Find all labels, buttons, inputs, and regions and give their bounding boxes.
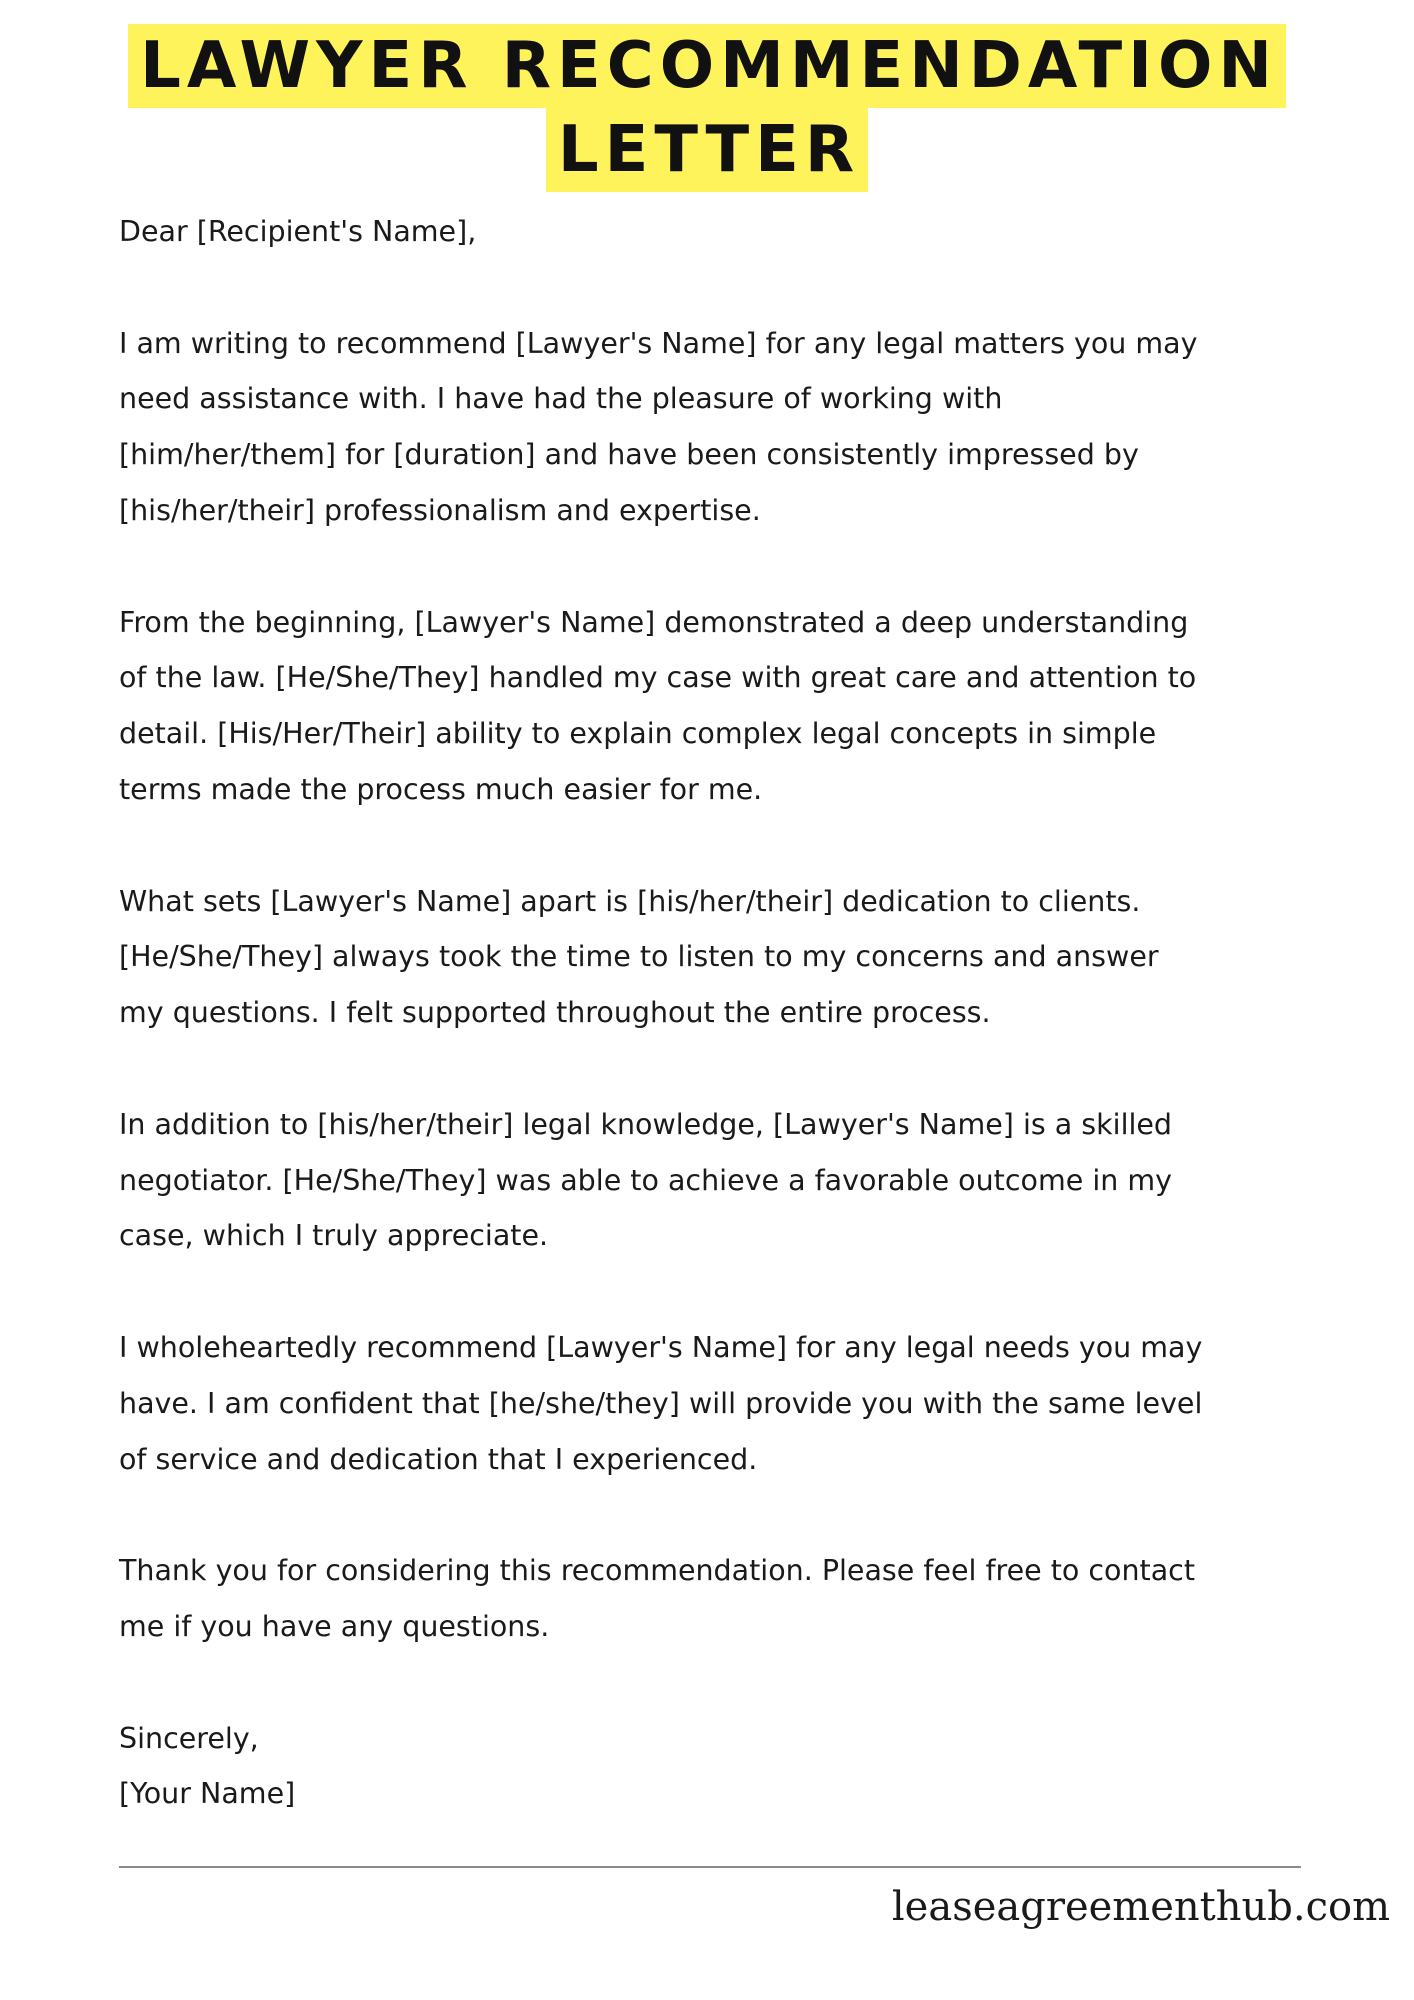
paragraph-line: I wholeheartedly recommend [Lawyer's Name] for any legal needs you may — [119, 1330, 1203, 1364]
paragraph-line: From the beginning, [Lawyer's Name] demonstrated a deep understanding — [119, 605, 1189, 639]
paragraph-line: In addition to [his/her/their] legal knowledge, [Lawyer's Name] is a skilled — [119, 1107, 1173, 1141]
paragraph-line: of service and dedication that I experienced. — [119, 1442, 758, 1476]
title-line-1: LAWYER RECOMMENDATION — [128, 24, 1286, 108]
letter-body — [119, 204, 1309, 1822]
paragraph-line: [He/She/They] always took the time to listen to my concerns and answer — [119, 940, 1159, 974]
paragraph-line: detail. [His/Her/Their] ability to explain complex legal concepts in simple — [119, 717, 1157, 751]
footer-divider — [119, 1866, 1301, 1868]
document-title — [0, 24, 1414, 192]
signature-placeholder: [Your Name] — [119, 1777, 296, 1811]
paragraph-line: my questions. I felt supported throughout the entire process. — [119, 996, 991, 1030]
paragraph-line: What sets [Lawyer's Name] apart is [his/her/their] dedication to clients. — [119, 884, 1141, 918]
paragraph-6 — [119, 1543, 1309, 1655]
footer-brand: leaseagreementhub.com — [891, 1884, 1390, 1930]
paragraph-2 — [119, 595, 1309, 818]
closing: Sincerely, — [119, 1721, 259, 1755]
paragraph-1 — [119, 316, 1309, 539]
paragraph-line: [him/her/them] for [duration] and have been consistently impressed by — [119, 438, 1139, 472]
paragraph-line: [his/her/their] professionalism and expertise. — [119, 493, 761, 527]
paragraph-line: case, which I truly appreciate. — [119, 1219, 549, 1253]
paragraph-line: me if you have any questions. — [119, 1609, 550, 1643]
title-line-2: LETTER — [546, 108, 868, 192]
paragraph-line: of the law. [He/She/They] handled my case with great care and attention to — [119, 661, 1197, 695]
paragraph-5 — [119, 1320, 1309, 1487]
paragraph-line: need assistance with. I have had the pleasure of working with — [119, 382, 1003, 416]
paragraph-line: have. I am confident that [he/she/they] will provide you with the same level — [119, 1386, 1203, 1420]
paragraph-4 — [119, 1097, 1309, 1264]
paragraph-line: I am writing to recommend [Lawyer's Name] for any legal matters you may — [119, 326, 1198, 360]
paragraph-line: negotiator. [He/She/They] was able to achieve a favorable outcome in my — [119, 1163, 1172, 1197]
paragraph-line: Thank you for considering this recommendation. Please feel free to contact — [119, 1554, 1196, 1588]
greeting: Dear [Recipient's Name], — [119, 215, 477, 248]
paragraph-line: terms made the process much easier for me. — [119, 772, 763, 806]
paragraph-3 — [119, 874, 1309, 1041]
